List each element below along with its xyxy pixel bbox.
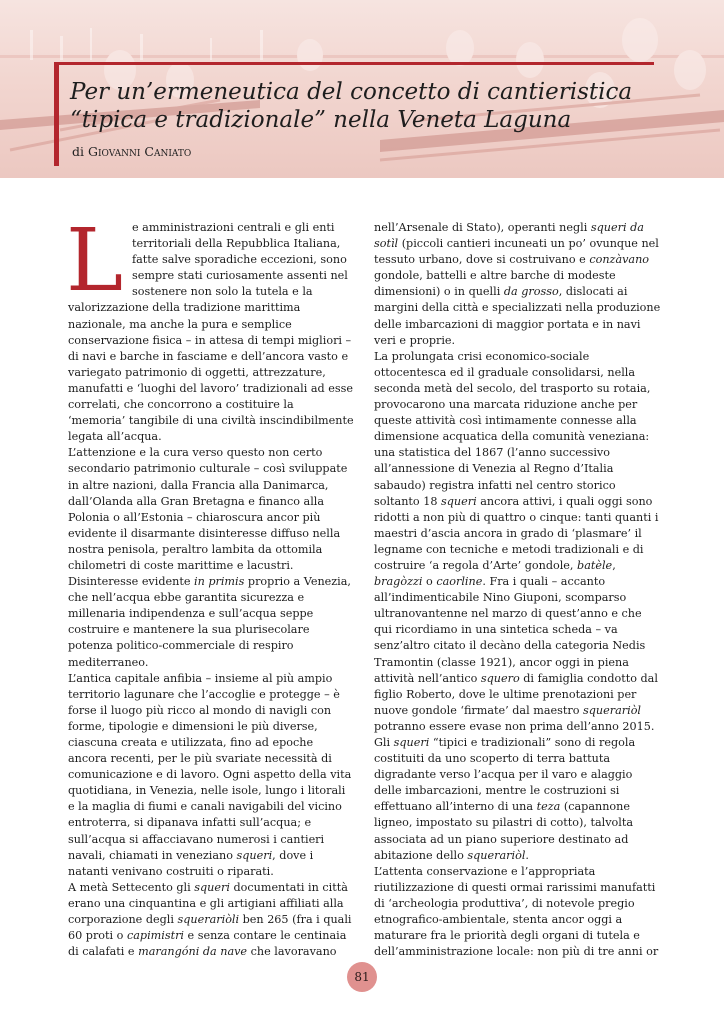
title-rule bbox=[54, 62, 654, 65]
italic-term: squeri bbox=[441, 494, 477, 508]
text-run: proprio a Venezia, che nell’acqua ebbe garantita sicurezza e millenaria indipendenza e sull’acqua seppe costruire e mantenere la sua plurisecolare potenza politico-commerciale di respiro mediterraneo. bbox=[68, 575, 351, 669]
text-run: (piccoli cantieri incuneati un po’ ovunque nel tessuto urbano, dove si costruivano e bbox=[374, 237, 659, 267]
author-line bbox=[72, 144, 191, 159]
text-run: A metà Settecento gli bbox=[68, 880, 195, 894]
text-run: potranno essere evase non prima dell’anno 2015. bbox=[374, 719, 655, 733]
text-run: La prolungata crisi economico-sociale ottocentesca ed il graduale consolidarsi, nella seconda metà del secolo, del trasporto su rotaia, provocarono una marcata riduzione anche per queste attività così intimamente connesse alla dimensione acquatica della comunità veneziana: una statistica del 1867 (l’anno successivo all’annessione di Venezia al Regno d’Italia sabaudo) registra infatti nel centro storico soltanto 18 bbox=[374, 349, 651, 508]
text-run: documentati in città erano una cinquantina e gli artigiani affiliati alla corporazione degli bbox=[68, 880, 348, 927]
paragraph bbox=[68, 880, 354, 960]
text-run: L’antica capitale anfibia – insieme al più ampio territorio lagunare che l’accoglie e protegge – è forse il luogo più ricco al mondo di navigli con forme, tipologie e dimensioni le più diverse, ciascuna creata e utilizzata, fino ad epoche ancora recenti, per le più svariate necessità di comunicazione e di lavoro. Ogni aspetto della vita quotidiana, in Venezia, nelle isole, lungo i litorali e la maglia di fiumi e canali navigabili del vicino entroterra, si dipanava infatti sull’acqua; e sull’acqua si affacciavano numerosi i cantieri navali, chiamati in veneziano bbox=[68, 671, 352, 862]
text-run: . Fra i quali – accanto all’indimenticabile Nino Giuponi, scomparso ultranovantenne nel marzo di quest’anno e che qui ricordiamo in una sintetica scheda – va senz’altro citato il decàno della categoria Nedis Tramontin (classe 1921), ancor oggi in piena attività nell’antico bbox=[374, 575, 646, 685]
italic-term: da grosso bbox=[503, 285, 559, 299]
text-run: gondole, battelli e altre barche di modeste dimensioni) o in quelli bbox=[374, 269, 616, 299]
italic-term: batèle bbox=[577, 558, 613, 572]
title-accent-bar bbox=[54, 62, 59, 166]
paragraph bbox=[374, 864, 662, 961]
text-run: “tipici e tradizionali” sono di regola costituiti da uno scoperto di terra battuta digradante verso l’acqua per il varo e alaggio delle imbarcazioni, mentre le costruzioni si effettuano all’interno di una bbox=[374, 736, 636, 814]
text-run: che lavoravano bbox=[247, 945, 337, 959]
text-run: nell’Arsenale di Stato), operanti negli bbox=[374, 221, 591, 234]
italic-term: squeri bbox=[393, 736, 430, 749]
text-run: ben 265 (fra i quali 60 proti o bbox=[68, 913, 352, 943]
page-number: 81 bbox=[347, 962, 377, 992]
italic-term: squero bbox=[480, 671, 520, 685]
text-run: e senza contare le centinaia di calafati e bbox=[68, 929, 347, 959]
text-run: L’attenzione e la cura verso questo non certo secondario patrimonio culturale – così sviluppate in altre nazioni, dalla Francia alla Danimarca, dall’Olanda alla Gran Bretagna e financo alla Polonia o all’Estonia – chiaroscura ancor più evidente il disarmante disinteresse diffuso nella nostra penisola, peraltro lambita da ottomila chilometri di coste marittime e lacustri. Disinteresse evidente bbox=[68, 446, 348, 589]
left-column-body bbox=[66, 211, 354, 960]
italic-term: caorline bbox=[436, 575, 483, 589]
italic-term: squeri bbox=[236, 848, 273, 862]
text-run: , bbox=[612, 558, 616, 572]
text-run: di famiglia condotto dal figlio Roberto, dove le ultime prenotazioni per nuove gondole ‘firmate’ dal maestro bbox=[374, 671, 658, 717]
text-run: . bbox=[525, 848, 529, 862]
paragraph bbox=[374, 349, 662, 735]
drop-cap: L bbox=[66, 211, 124, 311]
italic-term: squeri da sotìl bbox=[374, 221, 644, 251]
right-column-body bbox=[374, 220, 662, 960]
italic-term: conzàvano bbox=[589, 253, 650, 267]
text-run: Gli bbox=[374, 736, 394, 749]
left-column bbox=[66, 211, 354, 960]
text-run: , dove i natanti venivano costruiti o riparati. bbox=[68, 848, 314, 878]
text-run: , dislocati ai margini della città e specializzati nella produzione delle imbarcazioni di maggior portata e in navi veri e proprie. bbox=[374, 285, 661, 347]
paragraph bbox=[68, 445, 354, 670]
text-run: e amministrazioni centrali e gli enti territoriali della Repubblica Italiana, fatte salve sporadiche eccezioni, sono sempre stati curiosamente assenti nel sostenere non solo la tutela e la valorizzazione della tradizione marittima nazionale, ma anche la pura e semplice conservazione fisica – in attesa di tempi migliori – di navi e barche in fasciame e dell’ancora vasto e variegato patrimonio di oggetti, attrezzature, manufatti e ‘luoghi del lavoro’ tradizionali ad esse correlati, che concorrono a costituire la ‘memoria’ tangibile di una civiltà inscindibilmente legata all’acqua. bbox=[68, 221, 354, 444]
author-name: Giovanni Caniato bbox=[87, 144, 192, 159]
italic-term: squeri bbox=[194, 880, 230, 894]
paragraph bbox=[68, 671, 354, 880]
italic-term: squerariòli bbox=[177, 913, 240, 927]
italic-term: squerariòl bbox=[583, 703, 642, 717]
author-prefix: di bbox=[72, 144, 84, 159]
italic-term: marangóni da nave bbox=[138, 945, 248, 959]
text-run: o bbox=[422, 575, 437, 589]
italic-term: capimistri bbox=[126, 929, 184, 943]
text-run: ancora attivi, i quali oggi sono ridotti a non più di quattro o cinque: tanti quanti i maestri d’ascia ancora in grado di ‘plasmare’ il legname con tecniche e metodi tradizionali e di costruire ‘a regola d’Arte’ gondole, bbox=[374, 494, 659, 572]
italic-term: teza bbox=[536, 800, 561, 814]
right-column bbox=[374, 220, 662, 960]
text-run: L’attenta conservazione e l’appropriata riutilizzazione di questi ormai rarissimi manufatti di ‘archeologia produttiva’, di notevole pregio etnografico-ambientale, stenta ancor oggi a maturare fra le priorità degli organi di tutela e dell’amministrazione locale: non più di tre anni or bbox=[374, 864, 659, 959]
text-run: (capannone ligneo, impostato su pilastri di cotto), talvolta associata ad un piano superiore destinato ad abitazione dello bbox=[374, 800, 634, 862]
article-title: Per un’ermeneutica del concetto di cantieristica “tipica e tradizionale” nella Veneta Laguna bbox=[70, 79, 633, 133]
paragraph bbox=[374, 220, 662, 349]
italic-term: bragòzzi bbox=[374, 575, 423, 589]
italic-term: squerariòl bbox=[467, 848, 526, 862]
paragraph bbox=[374, 735, 662, 864]
italic-term: in primis bbox=[194, 575, 245, 589]
